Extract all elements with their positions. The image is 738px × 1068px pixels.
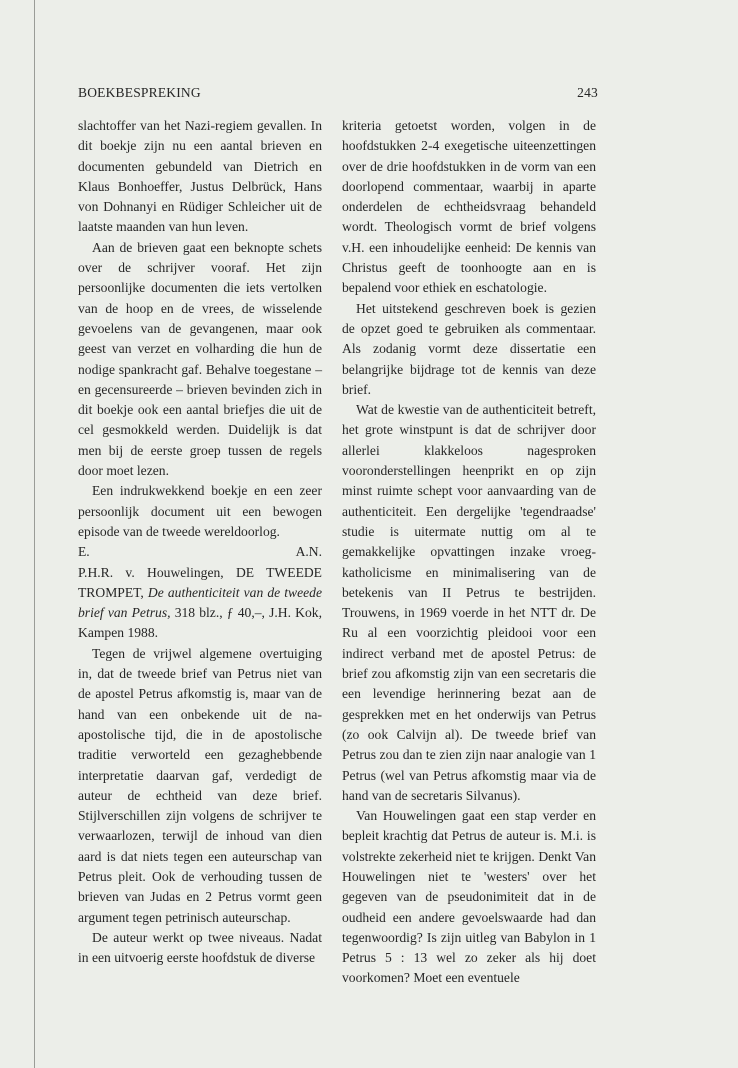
paragraph: De auteur werkt op twee niveaus. Nadat in een uitvoerig eerste hoofdstuk de diverse <box>78 929 322 966</box>
signature-author: A.N. <box>295 544 322 560</box>
paragraph: Wat de kwestie van de authenticiteit betreft, het grote winstpunt is dat de schrijver door allerlei klakkeloos nagesproken vooronderstellingen heenprikt en op zijn minst ruimte schept voor aanvaarding van de authenticiteit. Een dergelijke 'tegendraadse' studie is uitermate nuttig om al te gemakkelijke opvattingen inzake vroeg-katholicisme en minimalisering van de betekenis van II Petrus te bestrijden. Trouwens, in 1969 voerde in het NTT dr. De Ru al een voorzichtig pleidooi voor een indirect verband met de apostel Petrus: de brief zou afkomstig zijn van een secretaris die een levendige herinnering bezat aan de gesprekken met en het onderwijs van Petrus (zo ook Calvijn al). De tweede brief van Petrus zou dan te zien zijn naar analogie van 1 Petrus (wel van Petrus afkomstig maar via de hand van de secretaris Silvanus). <box>342 402 596 803</box>
running-header <box>78 85 598 101</box>
review-signature <box>78 542 322 562</box>
citation-subtitle: De authenticiteit van de tweede brief van Petrus, <box>78 584 322 621</box>
book-citation <box>78 563 322 644</box>
right-column <box>342 116 596 989</box>
paragraph: Het uitstekend geschreven boek is gezien de opzet goed te gebruiken als commentaar. Als zodanig vormt deze dissertatie een belangrijke bijdrage tot de kennis van deze brief. <box>342 300 596 397</box>
paragraph: slachtoffer van het Nazi-regiem gevallen. In dit boekje zijn nu een aantal brieven en documenten gebundeld van Dietrich en Klaus Bonhoeffer, Justus Delbrück, Hans von Dohnanyi en Rüdiger Schleicher uit de laatste maanden van hun leven. <box>78 118 322 235</box>
page-number: 243 <box>577 85 598 100</box>
running-title: BOEKBESPREKING <box>78 85 201 100</box>
paragraph: Aan de brieven gaat een beknopte schets over de schrijver vooraf. Het zijn persoonlijke documenten die iets vertolken van de hoop en de vrees, de wisselende gevoelens van de gevangenen, maar ook geest van verzet en volharding die hun de nodige spankracht gaf. Behalve toegestane – en gecensureerde – brieven bevinden zich in dit boekje ook een aantal briefjes die uit de cel gesmokkeld werden. Duidelijk is dat men bij de eerste groep tussen de regels door moet lezen. <box>78 239 322 479</box>
paragraph: Van Houwelingen gaat een stap verder en bepleit krachtig dat Petrus de auteur is. M.i. is volstrekte zekerheid niet te krijgen. Denkt Van Houwelingen niet te 'westers' over het gegeven van de pseudonimiteit dat in de oudheid een andere gevoelswaarde had dan tegenwoordig? Is zijn uitleg van Babylon in 1 Petrus 5 : 13 wel zo zeker als hij doet voorkomen? Moet een eventuele <box>342 808 596 986</box>
citation-details: 318 blz., ƒ 40,–, J.H. Kok, Kampen 1988. <box>78 605 322 641</box>
citation-author-title: P.H.R. v. Houwelingen, DE TWEEDE TROMPET, <box>78 564 322 600</box>
signature-initial: E. <box>78 544 90 560</box>
paragraph: Een indrukwekkend boekje en een zeer persoonlijk document uit een bewogen episode van de tweede wereldoorlog. <box>78 483 322 539</box>
paragraph: Tegen de vrijwel algemene overtuiging in, dat de tweede brief van Petrus niet van de apostel Petrus afkomstig is, maar van de hand van een onbekende uit de na-apostolische tijd, die in de apostolische traditie verworteld een gezaghebbende interpretatie daarvan gaf, verdedigt de auteur de echtheid van deze brief. Stijlverschillen zijn volgens de schrijver te verwaarlozen, terwijl de inhoud van dien aard is dat niets tegen een auteurschap van Petrus pleit. Ook de verhouding tussen de brieven van Judas en 2 Petrus vormt geen argument tegen petrinisch auteurschap. <box>78 645 322 925</box>
scan-edge-line <box>34 0 35 1068</box>
paragraph: kriteria getoetst worden, volgen in de hoofdstukken 2-4 exegetische uiteenzettingen over de drie hoofdstukken in de vorm van een doorlopend commentaar, waarbij in aparte onderdelen de echtheidsvraag behandeld wordt. Theologisch vormt de brief volgens v.H. een inhoudelijke eenheid: De kennis van Christus geeft de toonhoogte aan en is bepalend voor ethiek en eschatologie. <box>342 118 596 296</box>
left-column <box>78 116 322 968</box>
